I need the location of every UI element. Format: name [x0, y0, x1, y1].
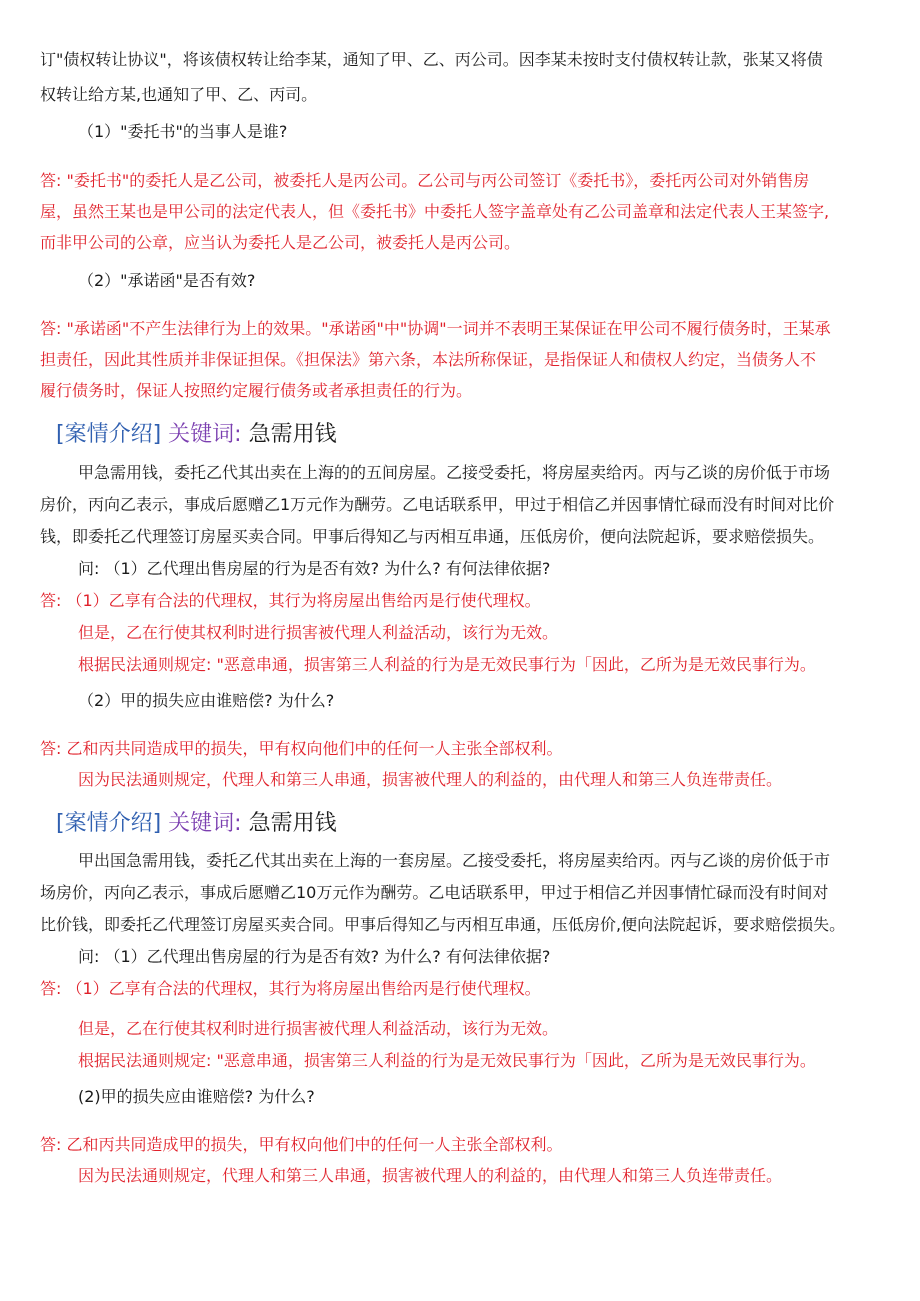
case-heading-tag: [案情介绍]: [56, 811, 162, 836]
answer-line: 答: （1）乙享有合法的代理权，其行为将房屋出售给丙是行使代理权。: [40, 591, 541, 610]
case-heading-keyword-label: 关键词:: [168, 422, 242, 447]
answer-line: 而非甲公司的公章，应当认为委托人是乙公司，被委托人是丙公司。: [40, 233, 521, 252]
question-2: （2）甲的损失应由谁赔偿? 为什么?: [78, 691, 335, 710]
answer-line: 答: （1）乙享有合法的代理权，其行为将房屋出售给丙是行使代理权。: [40, 979, 541, 998]
case-paragraph-line: 比价钱，即委托乙代理签订房屋买卖合同。甲事后得知乙与丙相互串通，压低房价,便向法院起诉，要求赔偿损失。: [40, 915, 846, 934]
question-1: （1）"委托书"的当事人是谁?: [78, 122, 288, 141]
answer-line: 但是，乙在行使其权利时进行损害被代理人利益活动，该行为无效。: [78, 1019, 559, 1038]
question-2: (2)甲的损失应由谁赔偿? 为什么?: [78, 1087, 315, 1106]
answer-line: 答: 乙和丙共同造成甲的损失，甲有权向他们中的任何一人主张全部权利。: [40, 1135, 563, 1154]
case-paragraph-line: 甲急需用钱，委托乙代其出卖在上海的的五间房屋。乙接受委托，将房屋卖给丙。丙与乙谈的房价低于市场: [78, 463, 831, 482]
answer-line: 但是，乙在行使其权利时进行损害被代理人利益活动，该行为无效。: [78, 623, 559, 642]
case-paragraph-line: 场房价，丙向乙表示，事成后愿赠乙10万元作为酬劳。乙电话联系甲，甲过于相信乙并因事情忙碌而没有时间对: [40, 883, 829, 902]
answer-line: 因为民法通则规定，代理人和第三人串通，损害被代理人的利益的，由代理人和第三人负连带责任。: [78, 770, 783, 789]
case-heading: [56, 421, 337, 449]
answer-line: 根据民法通则规定: "恶意串通，损害第三人利益的行为是无效民事行为「因此，乙所为是无效民事行为。: [78, 655, 816, 674]
question-1: 问: （1）乙代理出售房屋的行为是否有效? 为什么? 有何法律依据?: [78, 947, 551, 966]
answer-line: 担责任，因此其性质并非保证担保。《担保法》第六条，本法所称保证，是指保证人和债权人约定，当债务人不: [40, 350, 817, 369]
answer-line: 答: 乙和丙共同造成甲的损失，甲有权向他们中的任何一人主张全部权利。: [40, 739, 563, 758]
answer-line: 根据民法通则规定: "恶意串通，损害第三人利益的行为是无效民事行为「因此，乙所为是无效民事行为。: [78, 1051, 816, 1070]
case-heading-keyword: 急需用钱: [248, 422, 337, 447]
answer-line: 履行债务时，保证人按照约定履行债务或者承担责任的行为。: [40, 381, 473, 400]
question-2: （2）"承诺函"是否有效?: [78, 271, 256, 290]
answer-line: 因为民法通则规定，代理人和第三人串通，损害被代理人的利益的，由代理人和第三人负连带责任。: [78, 1166, 783, 1185]
question-1: 问: （1）乙代理出售房屋的行为是否有效? 为什么? 有何法律依据?: [78, 559, 551, 578]
paragraph-line: 权转让给方某,也通知了甲、乙、丙司。: [40, 85, 318, 104]
case-heading-keyword-label: 关键词:: [168, 811, 242, 836]
case-paragraph-line: 甲出国急需用钱，委托乙代其出卖在上海的一套房屋。乙接受委托，将房屋卖给丙。丙与乙谈的房价低于市: [78, 851, 831, 870]
case-heading: [56, 810, 337, 838]
answer-line: 答: "承诺函"不产生法律行为上的效果。"承诺函"中"协调"一词并不表明王某保证在甲公司不履行债务时，王某承: [40, 319, 831, 338]
case-heading-tag: [案情介绍]: [56, 422, 162, 447]
case-heading-keyword: 急需用钱: [248, 811, 337, 836]
paragraph-line: 订"债权转让协议"，将该债权转让给李某，通知了甲、乙、丙公司。因李某未按时支付债权转让款，张某又将债: [40, 50, 823, 69]
answer-line: 屋，虽然王某也是甲公司的法定代表人，但《委托书》中委托人签字盖章处有乙公司盖章和法定代表人王某签字,: [40, 202, 830, 221]
case-paragraph-line: 房价，丙向乙表示，事成后愿赠乙1万元作为酬劳。乙电话联系甲，甲过于相信乙并因事情忙碌而没有时间对比价: [40, 495, 835, 514]
answer-line: 答: "委托书"的委托人是乙公司，被委托人是丙公司。乙公司与丙公司签订《委托书》，委托丙公司对外销售房: [40, 171, 810, 190]
case-paragraph-line: 钱，即委托乙代理签订房屋买卖合同。甲事后得知乙与丙相互串通，压低房价，便向法院起诉，要求赔偿损失。: [40, 527, 825, 546]
